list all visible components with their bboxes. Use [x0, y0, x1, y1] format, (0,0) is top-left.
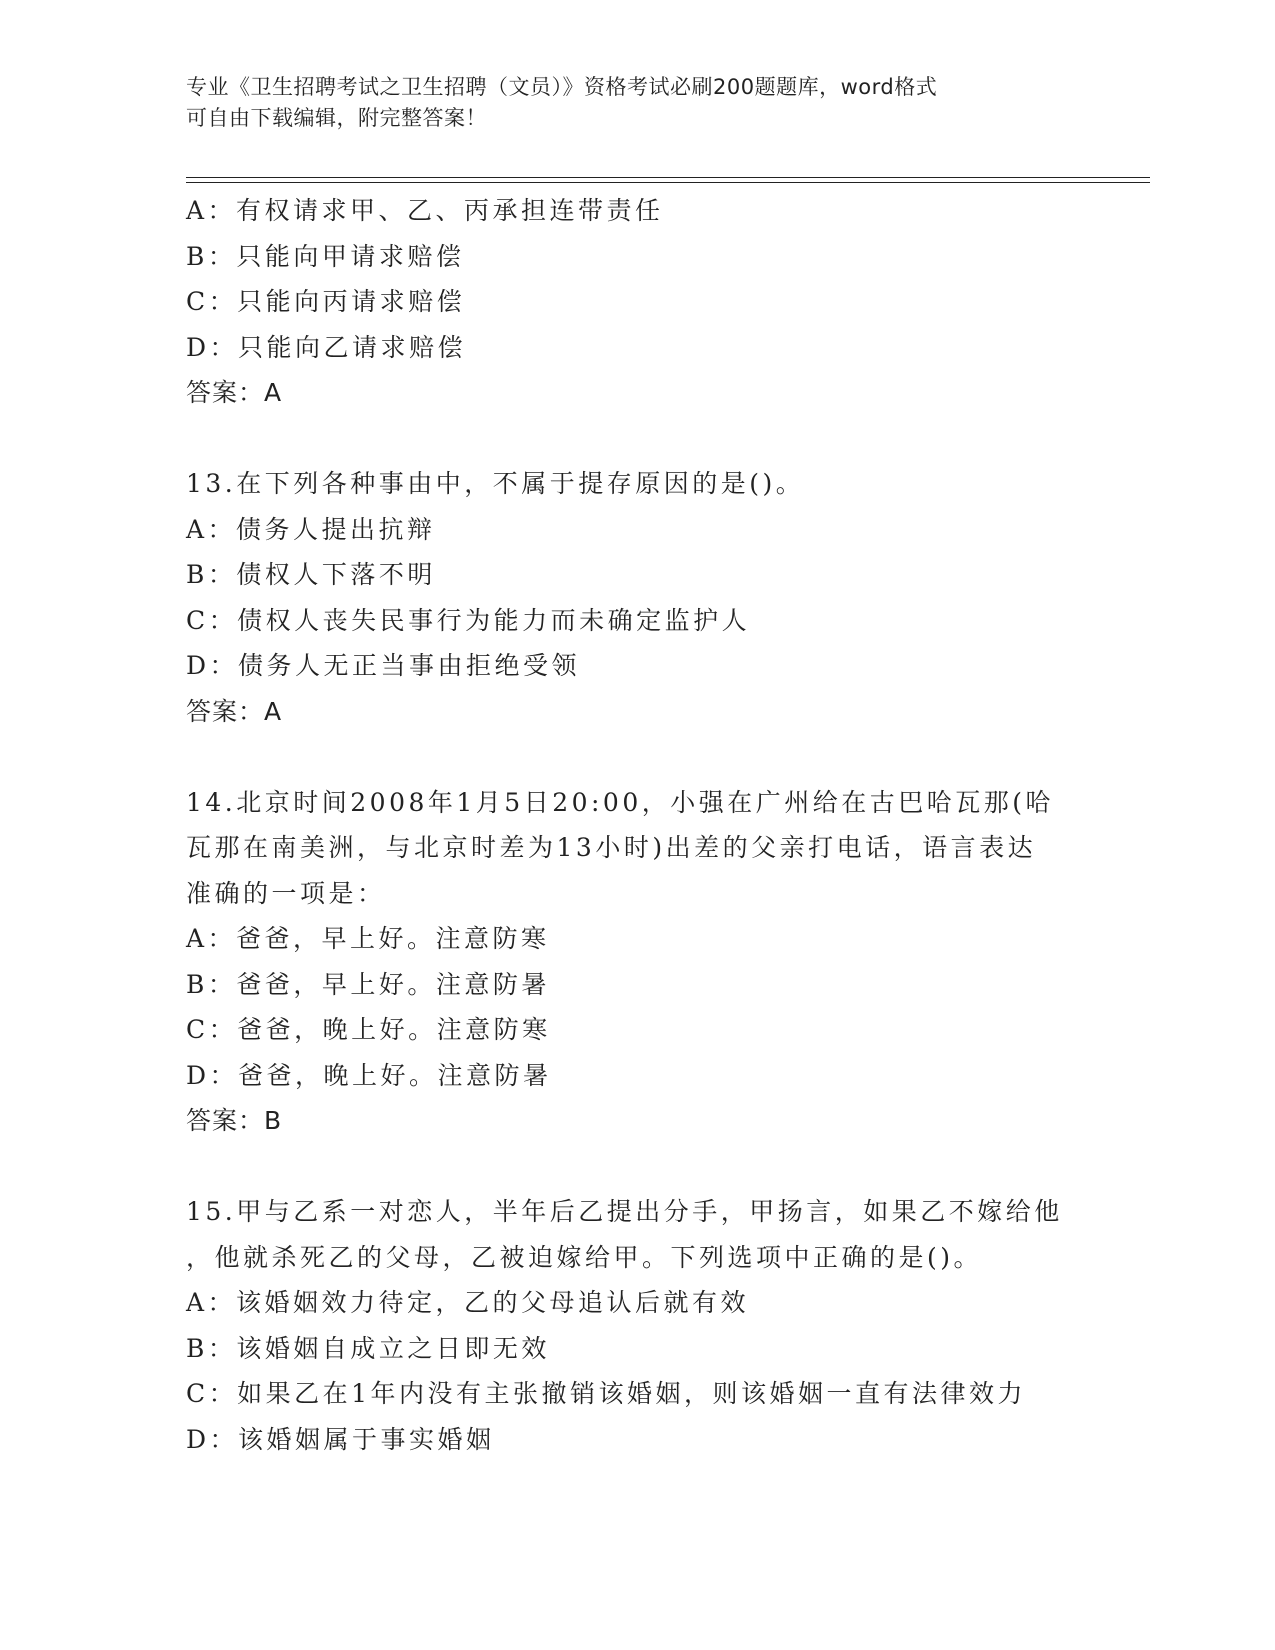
question-stem-line-3: 准确的一项是： — [186, 878, 386, 908]
header-line-1: 专业《卫生招聘考试之卫生招聘（文员）》资格考试必刷200题题库，word格式 — [186, 75, 938, 99]
header-divider-bottom — [186, 182, 1150, 183]
option-d: D：只能向乙请求赔偿 — [186, 332, 467, 362]
option-c: C：只能向丙请求赔偿 — [186, 287, 466, 316]
option-c: C：如果乙在1年内没有主张撤销该婚姻，则该婚姻一直有法律效力 — [186, 1379, 1027, 1408]
answer: 答案：B — [186, 1106, 283, 1135]
option-b: B：债权人下落不明 — [186, 560, 436, 589]
spacer — [186, 416, 1150, 462]
answer: 答案：A — [186, 378, 283, 407]
spacer — [186, 734, 1150, 780]
question-stem-line-2: ，他就杀死乙的父母，乙被迫嫁给甲。下列选项中正确的是()。 — [186, 1242, 983, 1272]
answer: 答案：A — [186, 696, 283, 726]
spacer — [186, 1144, 1150, 1190]
option-a: A：有权请求甲、乙、丙承担连带责任 — [186, 196, 664, 225]
question-12-continued — [186, 188, 1150, 416]
option-c: C：债权人丧失民事行为能力而未确定监护人 — [186, 605, 751, 635]
option-a: A：爸爸，早上好。注意防寒 — [186, 924, 550, 953]
question-14 — [186, 780, 1150, 1144]
header-divider-top — [186, 177, 1150, 178]
question-13 — [186, 461, 1150, 734]
option-d: D：债务人无正当事由拒绝受领 — [186, 651, 581, 680]
option-d: D：爸爸，晚上好。注意防暑 — [186, 1060, 552, 1090]
option-b: B：爸爸，早上好。注意防暑 — [186, 969, 550, 999]
question-stem-line-1: 14.北京时间2008年1月5日20:00，小强在广州给在古巴哈瓦那(哈 — [186, 787, 1054, 817]
header-line-2: 可自由下载编辑，附完整答案！ — [186, 106, 487, 130]
question-15 — [186, 1189, 1150, 1462]
question-stem: 13.在下列各种事由中，不属于提存原因的是()。 — [186, 469, 805, 498]
option-c: C：爸爸，晚上好。注意防寒 — [186, 1015, 551, 1044]
option-a: A：该婚姻效力待定，乙的父母追认后就有效 — [186, 1288, 750, 1317]
question-stem-line-1: 15.甲与乙系一对恋人，半年后乙提出分手，甲扬言，如果乙不嫁给他 — [186, 1197, 1063, 1226]
option-b: B：只能向甲请求赔偿 — [186, 241, 465, 271]
option-b: B：该婚姻自成立之日即无效 — [186, 1333, 550, 1363]
document-header — [186, 72, 1086, 134]
question-list — [186, 188, 1150, 1462]
question-stem-line-2: 瓦那在南美洲，与北京时差为13小时)出差的父亲打电话，语言表达 — [186, 833, 1037, 862]
option-a: A：债务人提出抗辩 — [186, 514, 436, 544]
option-d: D：该婚姻属于事实婚姻 — [186, 1424, 495, 1454]
